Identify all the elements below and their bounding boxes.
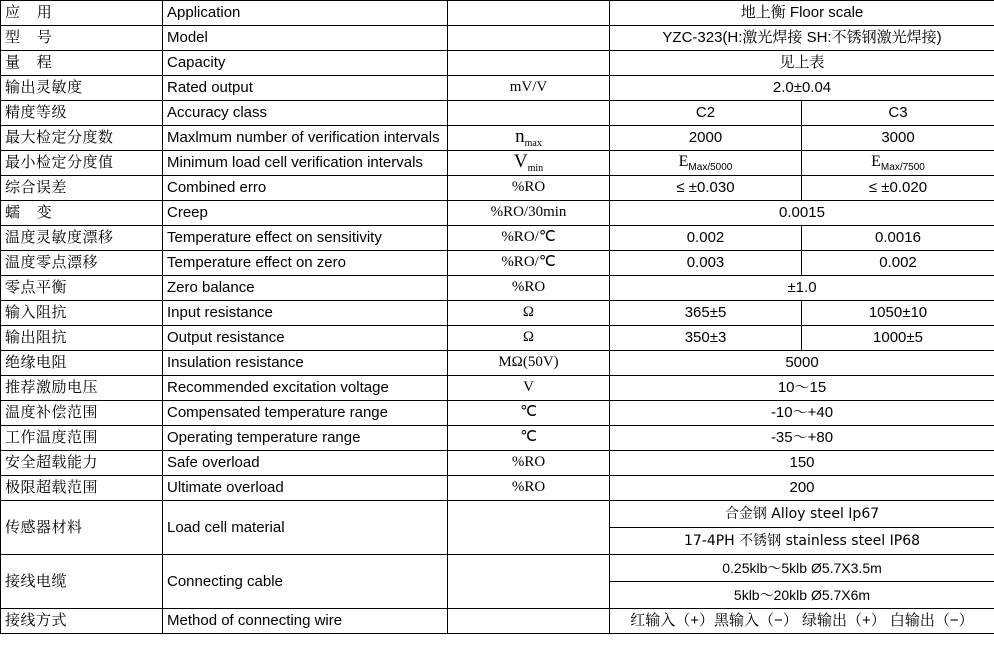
table-row — [1, 176, 994, 201]
row-unit: MΩ(50V) — [448, 351, 610, 376]
table-row — [1, 555, 994, 609]
row-unit — [448, 555, 610, 609]
table-row — [1, 426, 994, 451]
row-label-en: Operating temperature range — [163, 426, 448, 451]
row-label-cn: 接线电缆 — [1, 555, 163, 609]
unit-subscript: min — [527, 163, 544, 175]
row-label-en: Compensated temperature range — [163, 401, 448, 426]
row-label-cn: 零点平衡 — [1, 276, 163, 301]
row-value-c3: C3 — [802, 101, 994, 126]
row-value: 0.0015 — [610, 201, 994, 226]
row-label-cn: 接线方式 — [1, 609, 163, 634]
row-value-c3: 0.002 — [802, 251, 994, 276]
table-row — [1, 26, 994, 51]
table-row — [1, 126, 994, 151]
row-unit — [448, 151, 610, 176]
row-unit: %RO — [448, 451, 610, 476]
table-row — [1, 376, 994, 401]
row-label-cn: 安全超载能力 — [1, 451, 163, 476]
row-label-en: Temperature effect on sensitivity — [163, 226, 448, 251]
row-label-en: Output resistance — [163, 326, 448, 351]
row-value-c2: 350±3 — [610, 326, 802, 351]
table-row — [1, 76, 994, 101]
row-value: 10～15 — [610, 376, 994, 401]
table-row — [1, 476, 994, 501]
row-label-en: Ultimate overload — [163, 476, 448, 501]
row-label-cn: 绝缘电阻 — [1, 351, 163, 376]
row-label-cn: 温度灵敏度漂移 — [1, 226, 163, 251]
row-label-cn: 传感器材料 — [1, 501, 163, 555]
row-value-c3: ≤ ±0.020 — [802, 176, 994, 201]
row-value-c3: 1050±10 — [802, 301, 994, 326]
row-unit: mV/V — [448, 76, 610, 101]
table-row — [1, 401, 994, 426]
row-value: 5000 — [610, 351, 994, 376]
row-label-cn: 应 用 — [1, 1, 163, 26]
row-value-c2: 0.003 — [610, 251, 802, 276]
row-label-en: Input resistance — [163, 301, 448, 326]
row-unit: %RO — [448, 176, 610, 201]
row-label-en: Safe overload — [163, 451, 448, 476]
table-row — [1, 301, 994, 326]
row-unit — [448, 126, 610, 151]
row-label-en: Application — [163, 1, 448, 26]
row-value-c3: 0.0016 — [802, 226, 994, 251]
row-value-c2: ≤ ±0.030 — [610, 176, 802, 201]
value-line: 0.25klb～5klb Ø5.7X3.5m — [610, 555, 994, 582]
row-label-en: Load cell material — [163, 501, 448, 555]
row-label-cn: 工作温度范围 — [1, 426, 163, 451]
table-row — [1, 251, 994, 276]
row-label-en: Connecting cable — [163, 555, 448, 609]
row-unit: ℃ — [448, 426, 610, 451]
row-value-c2: 365±5 — [610, 301, 802, 326]
table-row — [1, 351, 994, 376]
row-unit — [448, 26, 610, 51]
row-unit: %RO — [448, 276, 610, 301]
row-label-en: Method of connecting wire — [163, 609, 448, 634]
row-label-en: Insulation resistance — [163, 351, 448, 376]
row-value: 地上衡 Floor scale — [610, 1, 994, 26]
row-value: YZC-323(H:激光焊接 SH:不锈钢激光焊接) — [610, 26, 994, 51]
unit-symbol: V — [513, 151, 528, 173]
row-label-cn: 量 程 — [1, 51, 163, 76]
row-unit — [448, 501, 610, 555]
row-value-c3: 1000±5 — [802, 326, 994, 351]
row-unit: ℃ — [448, 401, 610, 426]
row-label-cn: 输出灵敏度 — [1, 76, 163, 101]
row-value: ±1.0 — [610, 276, 994, 301]
row-unit — [448, 1, 610, 26]
row-value — [610, 555, 994, 609]
row-value: 见上表 — [610, 51, 994, 76]
row-value-c2: 0.002 — [610, 226, 802, 251]
unit-subscript: max — [524, 138, 542, 150]
row-label-en: Maxlmum number of verification intervals — [163, 126, 448, 151]
row-label-cn: 蠕 变 — [1, 201, 163, 226]
row-value-c2: 2000 — [610, 126, 802, 151]
row-value: -10～+40 — [610, 401, 994, 426]
unit-symbol: n — [515, 126, 525, 148]
row-unit: V — [448, 376, 610, 401]
row-value: -35～+80 — [610, 426, 994, 451]
table-row — [1, 609, 994, 634]
table-row — [1, 201, 994, 226]
table-row — [1, 326, 994, 351]
row-label-cn: 输出阻抗 — [1, 326, 163, 351]
value-line: 17-4PH 不锈钢 stainless steel IP68 — [683, 533, 921, 549]
row-value-c2 — [610, 151, 802, 176]
row-unit — [448, 51, 610, 76]
table-row — [1, 51, 994, 76]
value-symbol: E — [871, 152, 881, 170]
row-label-cn: 温度零点漂移 — [1, 251, 163, 276]
table-row — [1, 501, 994, 555]
row-label-cn: 型 号 — [1, 26, 163, 51]
row-label-cn: 最小检定分度值 — [1, 151, 163, 176]
value-line: 5klb～20klb Ø5.7X6m — [733, 587, 871, 603]
row-label-en: Model — [163, 26, 448, 51]
row-value — [610, 501, 994, 555]
row-unit: %RO/℃ — [448, 251, 610, 276]
row-unit: %RO/℃ — [448, 226, 610, 251]
row-unit — [448, 101, 610, 126]
row-label-cn: 综合误差 — [1, 176, 163, 201]
row-label-en: Capacity — [163, 51, 448, 76]
value-subscript: Max/7500 — [880, 161, 925, 173]
row-label-en: Rated output — [163, 76, 448, 101]
value-symbol: E — [678, 152, 689, 170]
row-value: 150 — [610, 451, 994, 476]
row-unit: Ω — [448, 326, 610, 351]
value-subscript: Max/5000 — [688, 161, 733, 173]
row-value-c2: C2 — [610, 101, 802, 126]
row-label-en: Accuracy class — [163, 101, 448, 126]
row-unit — [448, 609, 610, 634]
row-label-cn: 推荐激励电压 — [1, 376, 163, 401]
row-label-en: Temperature effect on zero — [163, 251, 448, 276]
row-label-cn: 精度等级 — [1, 101, 163, 126]
row-value: 红输入（+）黑输入（−） 绿输出（+） 白输出（−） — [610, 609, 994, 634]
row-label-cn: 温度补偿范围 — [1, 401, 163, 426]
row-unit: Ω — [448, 301, 610, 326]
row-label-cn: 最大检定分度数 — [1, 126, 163, 151]
row-label-en: Zero balance — [163, 276, 448, 301]
row-label-cn: 极限超载范围 — [1, 476, 163, 501]
row-label-en: Minimum load cell verification intervals — [163, 151, 448, 176]
table-row — [1, 276, 994, 301]
row-unit: %RO — [448, 476, 610, 501]
value-line: 合金钢 Alloy steel Ip67 — [610, 501, 994, 528]
row-value-c3 — [802, 151, 994, 176]
row-value-c3: 3000 — [802, 126, 994, 151]
row-value: 200 — [610, 476, 994, 501]
table-row — [1, 451, 994, 476]
row-label-en: Combined erro — [163, 176, 448, 201]
row-label-cn: 输入阻抗 — [1, 301, 163, 326]
table-row — [1, 226, 994, 251]
table-row — [1, 151, 994, 176]
table-row — [1, 101, 994, 126]
row-label-en: Creep — [163, 201, 448, 226]
table-row — [1, 1, 994, 26]
row-label-en: Recommended excitation voltage — [163, 376, 448, 401]
row-value: 2.0±0.04 — [610, 76, 994, 101]
row-unit: %RO/30min — [448, 201, 610, 226]
